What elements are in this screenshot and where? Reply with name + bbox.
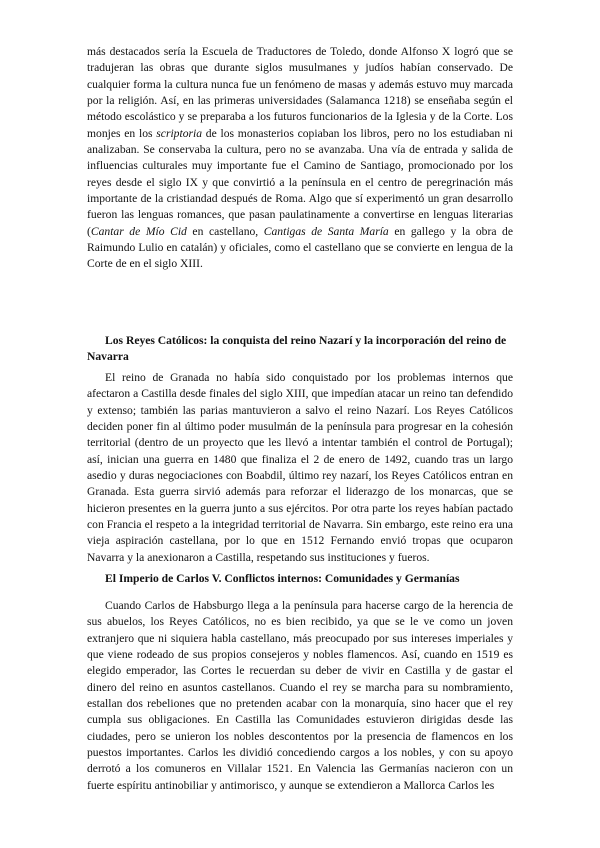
- section-heading-carlos-v: El Imperio de Carlos V. Conflictos internos: Comunidades y Germanías: [105, 572, 460, 585]
- italic-term: scriptoria: [156, 126, 203, 140]
- paragraph-text: más destacados sería la Escuela de Traductores de Toledo, donde Alfonso X logró que se tradujeran las obras que durante siglos musulmanes y judíos habían conservado. De cualquier forma la cultura nunca fue un fenómeno de masas y además estuvo muy marcada por la religión. Así, en las primeras universidades (Salamanca 1218) se enseñaba según el método escolástico y se preparaba a los futuros funcionarios de la Iglesia y de la Corte. Los monjes en los: [87, 45, 513, 140]
- paragraph-granada: El reino de Granada no había sido conquistado por los problemas internos que afectaron a Castilla desde finales del siglo XIII, que impedían atacar un reino tan defendido y extenso; también las parias mantuvieron a salvo el reino Nazarí. Los Reyes Católicos deciden poner fin al último poder musulmán de la península para progresar en la cohesión territorial (dentro de un proyecto que les llevó a intentar también el control de Portugal); así, inician una guerra en 1480 que finaliza el 2 de enero de 1492, cuando tras un largo asedio y duras negociaciones con Boabdil, último rey nazarí, los Reyes Católicos entran en Granada. Esta guerra sirvió además para reforzar el liderazgo de los monarcas, que se hicieron presentes en la guerra junto a sus ejércitos. Por otra parte los reyes habían pactado con Francia el respeto a la integridad territorial de Navarra. Sin embargo, este reino era una vieja aspiración castellana, por lo que en 1512 Fernando envió tropas que ocuparon Navarra y la anexionaron a Castilla, respetando sus instituciones y fueros.: [87, 371, 513, 564]
- paragraph-text: de los monasterios copiaban los libros, pero no los estudiaban ni analizaban. Se conservaba la cultura, pero no se avanzaba. Una vía de entrada y salida de influencias culturales muy importante fue el Camino de Santiago, promocionado por los reyes desde el siglo IX y que convirtió a la península en el centro de peregrinación más importante de la cristiandad después de Roma. Algo que sí experimentó un gran desarrollo fueron las lenguas romances, que pasan paulatinamente a convertirse en lenguas literarias (: [87, 126, 513, 238]
- paragraph-text: en castellano,: [186, 224, 264, 238]
- paragraph-culture: [87, 44, 513, 273]
- paragraph-carlos: Cuando Carlos de Habsburgo llega a la península para hacerse cargo de la herencia de sus abuelos, los Reyes Católicos, no es bien recibido, ya que se le ve como un joven extranjero que ni siquiera habla castellano, más preocupado por sus intereses imperiales y que viene rodeado de sus propios consejeros y nobles flamencos. Así, cuando en 1519 es elegido emperador, las Cortes le recuerdan su deber de vivir en Castilla y de gastar el dinero del reino en asuntos castellanos. Cuando el rey se marcha para su nombramiento, estallan dos rebeliones que no pretenden acabar con la monarquía, sino hacer que el rey cumpla sus obligaciones. En Castilla las Comunidades estuvieron dirigidas desde las ciudades, pero se unieron los nobles descontentos por la presencia de flamencos en los puestos importantes. Carlos les dividió concediendo cargos a los nobles, y con su apoyo derrotó a los comuneros en Villalar 1521. En Valencia las Germanías nacieron con un fuerte espíritu antinobiliar y antimorisco, y aunque se extendieron a Mallorca Carlos les: [87, 599, 513, 792]
- section-heading-reyes-catolicos: Los Reyes Católicos: la conquista del reino Nazarí y la incorporación del reino de Navarra: [87, 334, 507, 364]
- paragraph-text: en gallego y la obra de Raimundo Lulio en catalán) y oficiales, como el castellano que se convierte en lengua de la Corte de en el siglo XIII.: [87, 224, 513, 271]
- italic-title: Cantigas de Santa María: [263, 224, 389, 238]
- italic-title: Cantar de Mío Cid: [90, 224, 187, 238]
